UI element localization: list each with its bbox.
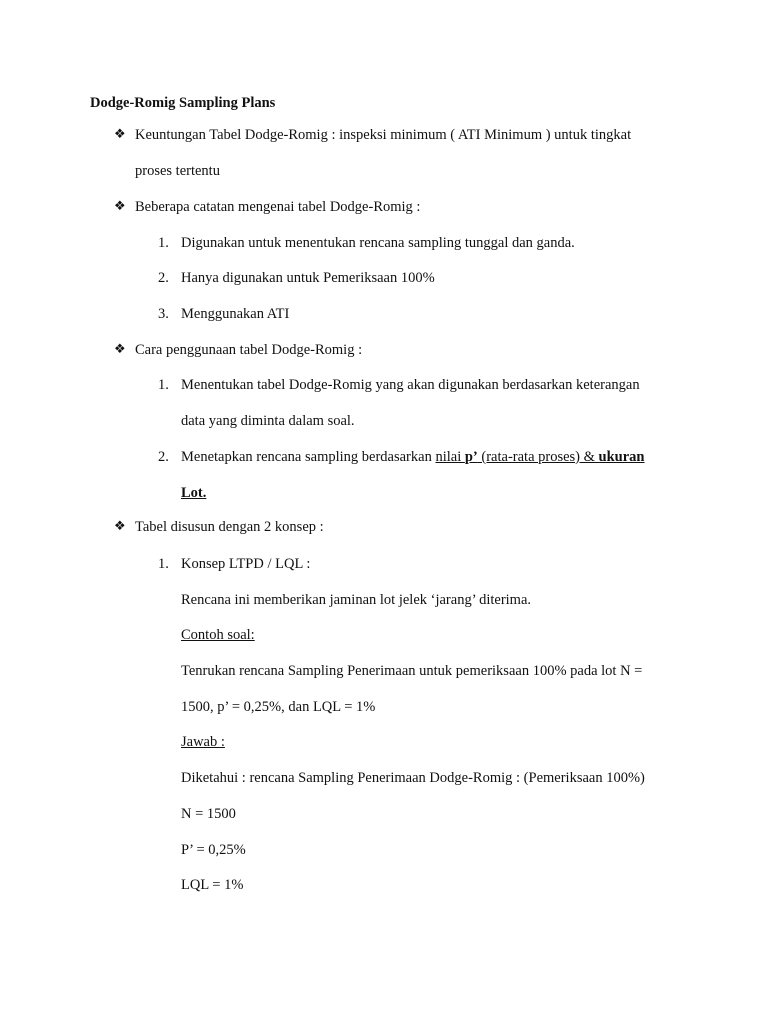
p-prime-text: p’ [464, 449, 478, 465]
ukuran-text: ukuran [598, 449, 645, 465]
list-number: 1. [158, 556, 169, 572]
list-item: Hanya digunakan untuk Pemeriksaan 100% [181, 270, 435, 286]
list-number: 2. [158, 449, 169, 465]
list-item: Digunakan untuk menentukan rencana sampling tunggal dan ganda. [181, 235, 575, 251]
soal-line-2: 1500, p’ = 0,25%, dan LQL = 1% [181, 699, 376, 715]
bullet-1-line-2: proses tertentu [135, 163, 220, 179]
diamond-bullet-icon: ❖ [114, 519, 126, 534]
list-item: Menggunakan ATI [181, 306, 290, 322]
list-item-line-2: data yang diminta dalam soal. [181, 413, 355, 429]
lot-text: Lot. [181, 485, 207, 501]
document-title: Dodge-Romig Sampling Plans [90, 95, 276, 111]
konsep-heading: Konsep LTPD / LQL : [181, 556, 311, 572]
diamond-bullet-icon: ❖ [114, 199, 126, 214]
bullet-2-text: Beberapa catatan mengenai tabel Dodge-Romig : [135, 199, 421, 215]
list-item-line-2 [181, 484, 206, 502]
diketahui-line: Diketahui : rencana Sampling Penerimaan Dodge-Romig : (Pemeriksaan 100%) [181, 770, 645, 786]
item-text-pre: Menetapkan rencana sampling berdasarkan [181, 449, 436, 465]
list-number: 3. [158, 306, 169, 322]
rata-rata-text: (rata-rata proses) & [477, 449, 599, 465]
jawab-label: Jawab : [181, 734, 225, 750]
list-item-line-1 [181, 448, 645, 466]
bullet-3-text: Cara penggunaan tabel Dodge-Romig : [135, 342, 363, 358]
lql-value: LQL = 1% [181, 877, 244, 893]
konsep-description: Rencana ini memberikan jaminan lot jelek ‘jarang’ diterima. [181, 592, 532, 608]
list-number: 1. [158, 235, 169, 251]
p-value: P’ = 0,25% [181, 842, 246, 858]
list-item-line-1: Menentukan tabel Dodge-Romig yang akan digunakan berdasarkan keterangan [181, 377, 640, 393]
bullet-1-line-1: Keuntungan Tabel Dodge-Romig : inspeksi minimum ( ATI Minimum ) untuk tingkat [135, 127, 632, 143]
underlined-phrase [435, 449, 644, 465]
list-number: 2. [158, 270, 169, 286]
n-value: N = 1500 [181, 806, 236, 822]
nilai-text: nilai [435, 449, 465, 465]
diamond-bullet-icon: ❖ [114, 342, 126, 357]
diamond-bullet-icon: ❖ [114, 127, 126, 142]
contoh-soal-label: Contoh soal: [181, 627, 255, 643]
list-number: 1. [158, 377, 169, 393]
soal-line-1: Tenrukan rencana Sampling Penerimaan untuk pemeriksaan 100% pada lot N = [181, 663, 643, 679]
bullet-4-text: Tabel disusun dengan 2 konsep : [135, 519, 324, 535]
